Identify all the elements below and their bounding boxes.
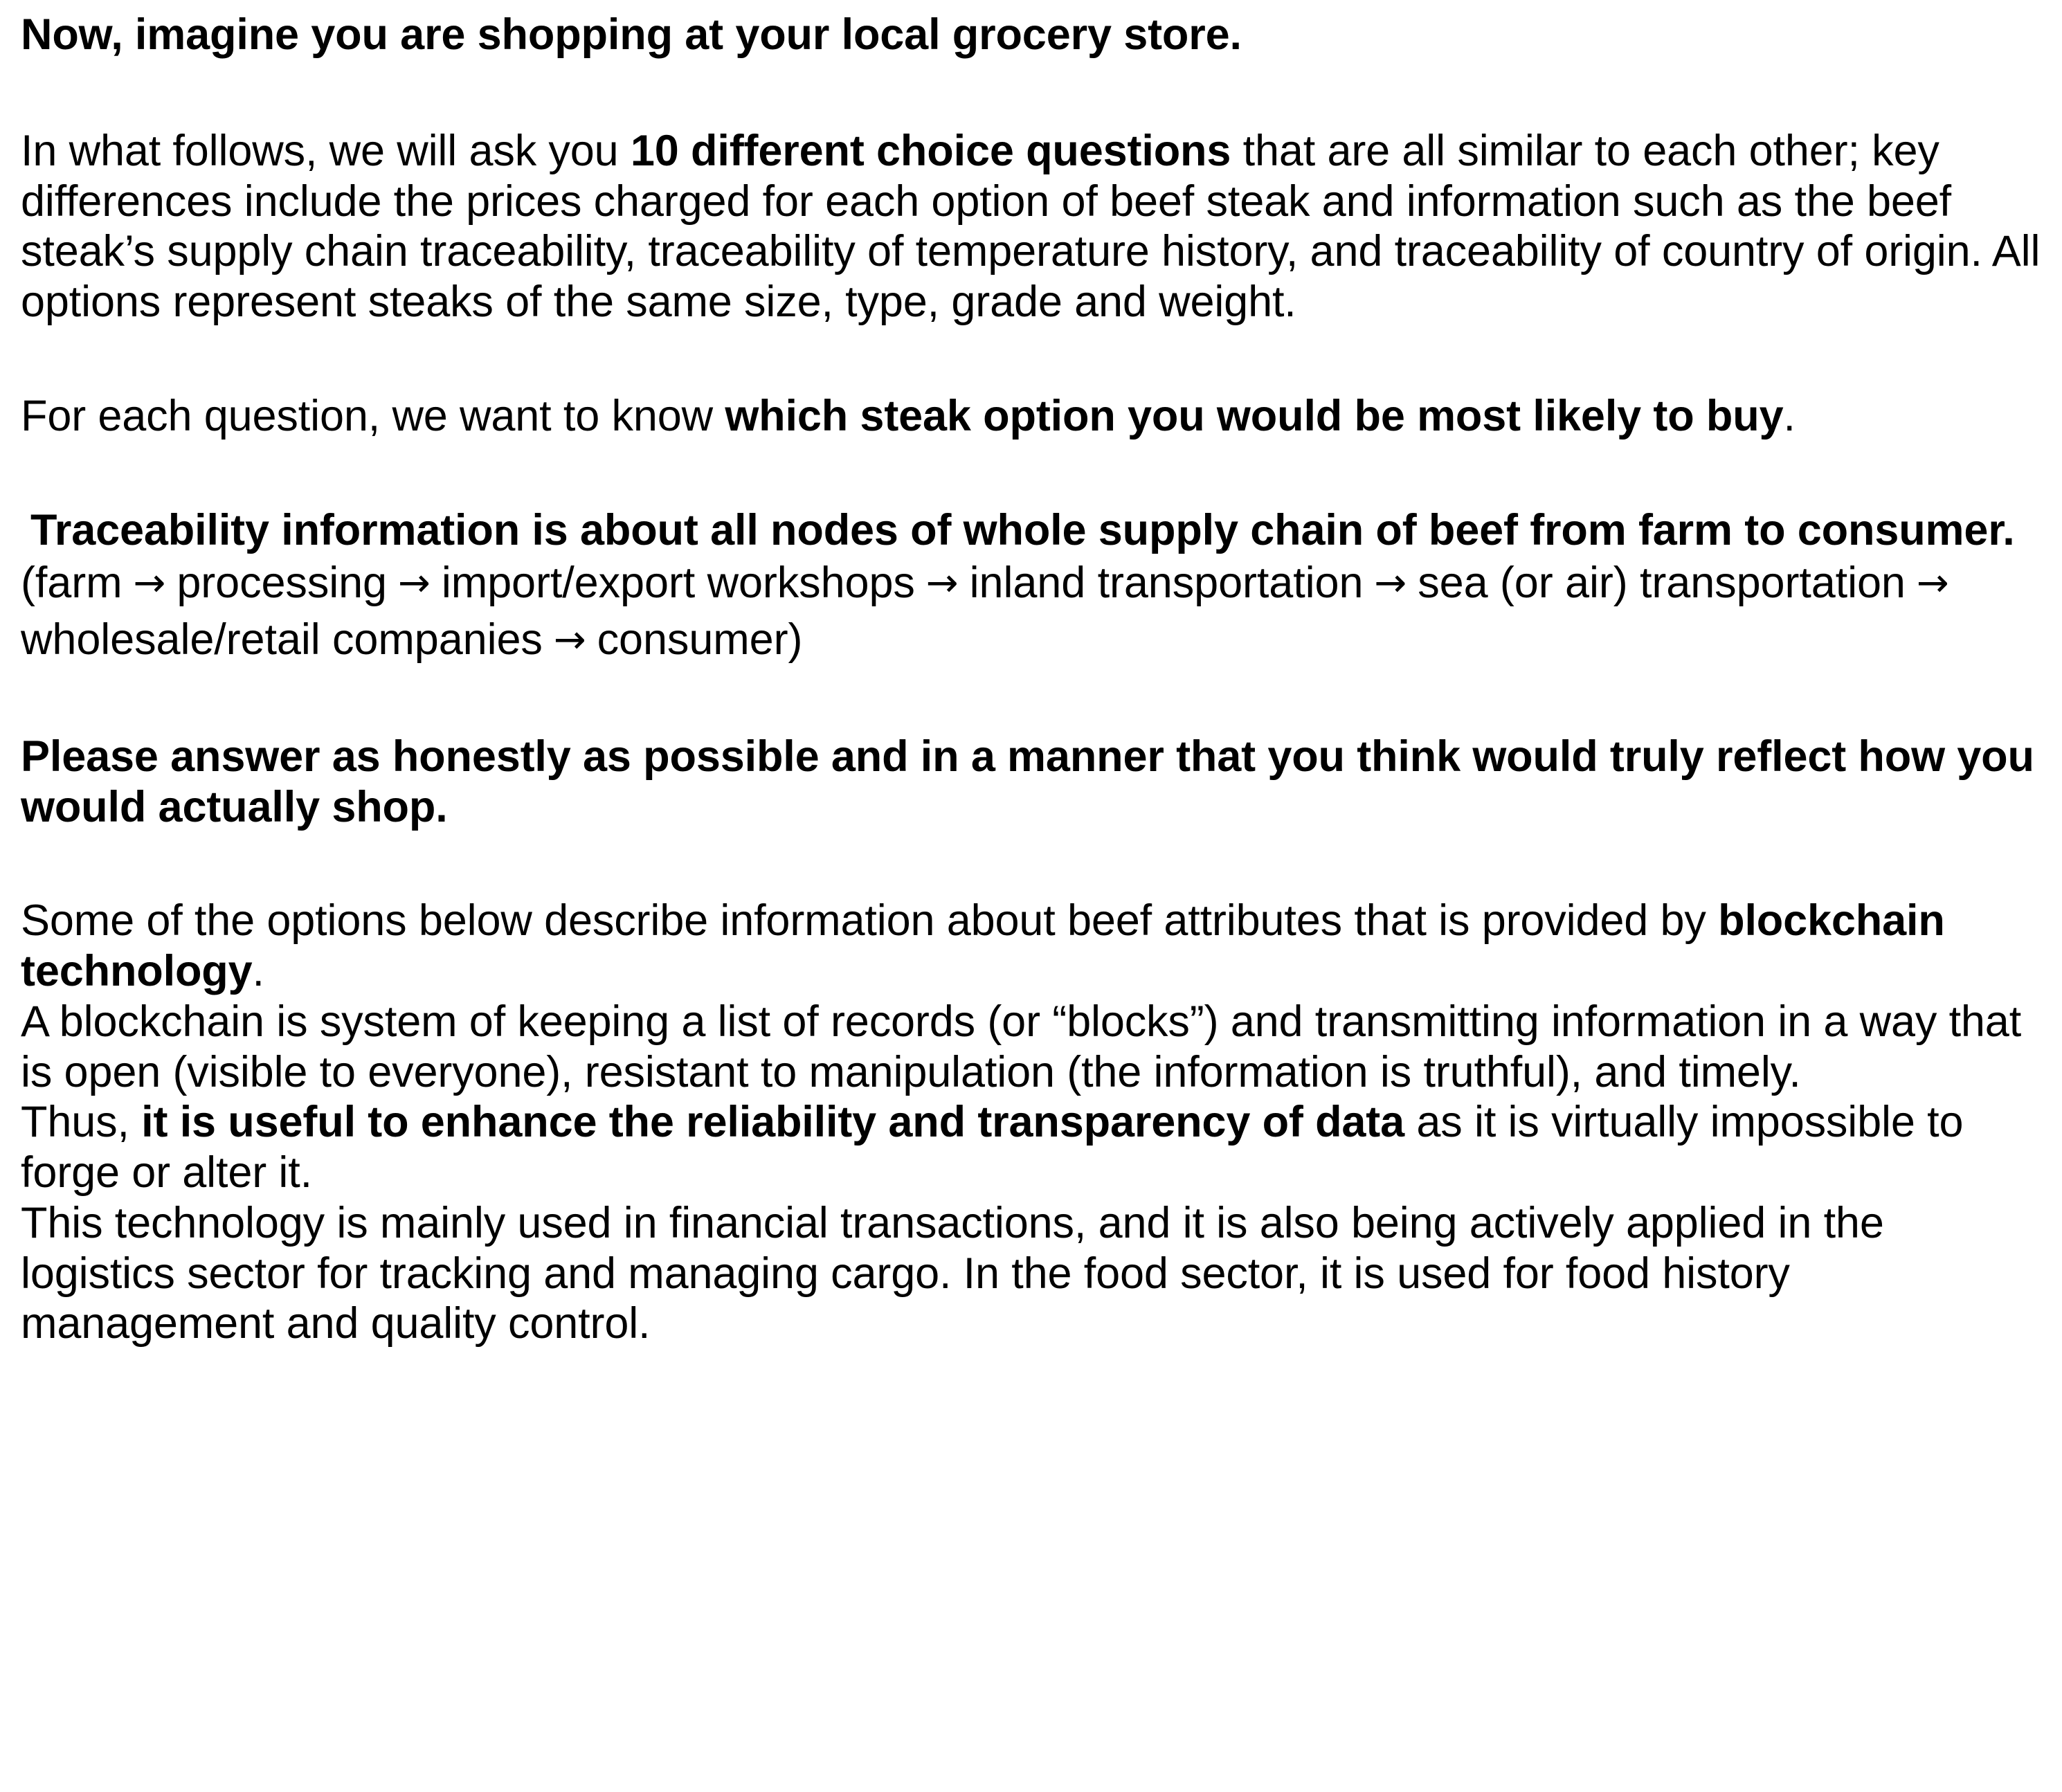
honesty-heading-text: Please answer as honestly as possible and in a manner that you think would truly reflect how you would actually shop. xyxy=(21,732,2034,831)
blockchain-benefit-part-2: as it is virtually impossible to forge or alter it. xyxy=(21,1098,1964,1197)
supply-chain-close-paren: ) xyxy=(788,615,803,664)
arrow-right-icon: → xyxy=(1374,561,1407,606)
blockchain-intro-part-2: . xyxy=(252,947,264,996)
traceability-heading xyxy=(21,505,2045,556)
supply-chain-open-paren: ( xyxy=(21,559,35,608)
traceability-heading-text: Traceability information is about all nodes of whole supply chain of beef from farm to consumer. xyxy=(30,505,2015,554)
blockchain-emphasis-reliability-transparency: it is useful to enhance the reliability and transparency of data xyxy=(141,1098,1405,1147)
blockchain-definition-paragraph: A blockchain is system of keeping a list of records (or “blocks”) and transmitting information in a way that is open (visible to everyone), resistant to manipulation (the information is truthful), and timely. xyxy=(21,997,2022,1096)
arrow-right-icon: → xyxy=(398,561,431,606)
intro-paragraph xyxy=(21,126,2045,327)
spacer-after-intro xyxy=(21,327,2045,391)
supply-chain-node-farm: farm xyxy=(35,559,123,608)
blockchain-intro-paragraph xyxy=(21,896,2045,997)
ask-text-part-2: . xyxy=(1783,391,1796,440)
blockchain-emphasis-technology: blockchain technology xyxy=(21,896,1945,996)
spacer-after-supply-chain xyxy=(21,668,2045,732)
page-heading-text: Now, imagine you are shopping at your local grocery store. xyxy=(21,10,1242,59)
supply-chain-node-sea-air-transportation: sea (or air) transportation xyxy=(1418,559,1906,608)
ask-emphasis-most-likely-to-buy: which steak option you would be most likely to buy xyxy=(725,391,1784,440)
supply-chain-node-consumer: consumer xyxy=(597,615,788,664)
supply-chain-sequence xyxy=(21,555,2045,668)
intro-text-part-2: that are all similar to each other; key differences include the prices charged for each option of beef steak and information such as the beef steak’s supply chain traceability, traceability of temperature history, and traceability of country of origin. All options represent steaks of the same size, type, grade and weight. xyxy=(21,126,2041,326)
page-heading xyxy=(21,10,2045,60)
blockchain-usage-paragraph: This technology is mainly used in financial transactions, and it is also being actively applied in the logistics sector for tracking and managing cargo. In the food sector, it is used for food history management and quality control. xyxy=(21,1198,1884,1348)
spacer-after-heading xyxy=(21,60,2045,126)
supply-chain-node-import-export-workshops: import/export workshops xyxy=(441,559,915,608)
arrow-right-icon: → xyxy=(1916,561,1949,606)
supply-chain-node-inland-transportation: inland transportation xyxy=(969,559,1364,608)
spacer-after-ask xyxy=(21,442,2045,505)
supply-chain-node-processing: processing xyxy=(177,559,387,608)
intro-emphasis-choice-questions: 10 different choice questions xyxy=(630,126,1231,175)
blockchain-benefit-paragraph xyxy=(21,1097,2045,1198)
spacer-after-honesty xyxy=(21,832,2045,896)
blockchain-intro-part-1: Some of the options below describe information about beef attributes that is provided by xyxy=(21,896,1719,945)
arrow-right-icon: → xyxy=(553,617,586,662)
ask-paragraph xyxy=(21,391,2045,442)
supply-chain-node-wholesale-retail-companies: wholesale/retail companies xyxy=(21,615,543,664)
blockchain-benefit-part-1: Thus, xyxy=(21,1098,142,1147)
arrow-right-icon: → xyxy=(925,561,959,606)
honesty-heading xyxy=(21,732,2045,833)
intro-text-part-1: In what follows, we will ask you xyxy=(21,126,631,175)
arrow-right-icon: → xyxy=(133,561,166,606)
ask-text-part-1: For each question, we want to know xyxy=(21,391,725,440)
